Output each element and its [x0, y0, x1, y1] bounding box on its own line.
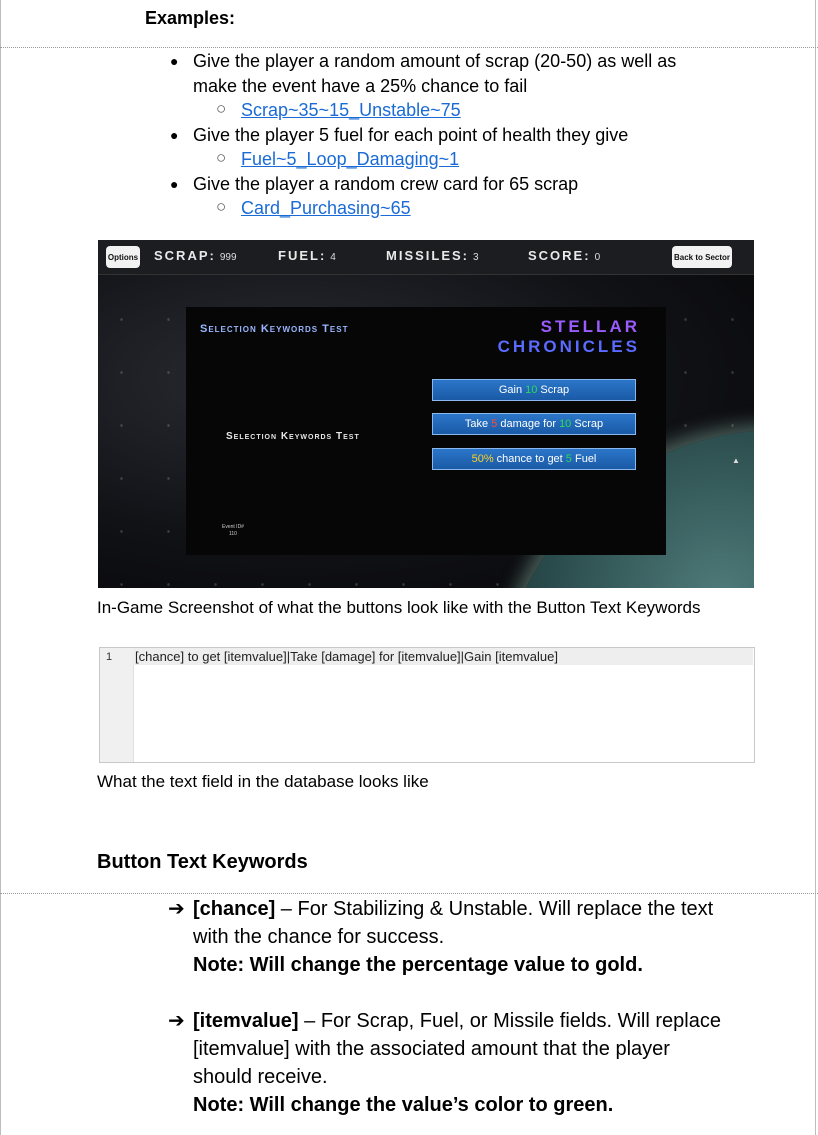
keyword-name: [chance]	[193, 898, 276, 920]
examples-list	[170, 49, 710, 221]
game-hud	[98, 240, 754, 275]
keyword-item-chance	[168, 895, 728, 979]
game-caption: In-Game Screenshot of what the buttons look like with the Button Text Keywords	[97, 598, 701, 617]
list-subitem	[170, 147, 710, 172]
database-text[interactable]: [chance] to get [itemvalue]|Take [damage] for [itemvalue]|Gain [itemvalue]	[135, 649, 558, 664]
bullet-icon: ●	[170, 126, 179, 143]
event-panel	[186, 307, 666, 555]
scrap-stat: SCRAP: 999	[154, 248, 237, 263]
mouse-cursor-icon: ▲	[732, 456, 740, 465]
section-heading: Button Text Keywords	[97, 851, 308, 873]
keyword-description: – For Scrap, Fuel, or Missile fields. Will replace [itemvalue] with the associated amount that the player should receive.	[193, 1010, 721, 1088]
examples-heading: Examples:	[145, 8, 236, 28]
keyword-name: [itemvalue]	[193, 1010, 299, 1032]
circle-bullet-icon: ○	[216, 197, 227, 216]
example-code-link[interactable]: Fuel~5_Loop_Damaging~1	[241, 149, 460, 169]
database-caption: What the text field in the database looks like	[97, 772, 429, 791]
missiles-stat: MISSILES: 3	[386, 248, 479, 263]
choice-take-damage-button[interactable]: Take 5 damage for 10 Scrap	[432, 413, 636, 435]
circle-bullet-icon: ○	[216, 99, 227, 118]
keyword-list	[168, 895, 728, 1119]
line-gutter	[100, 648, 134, 762]
circle-bullet-icon: ○	[216, 148, 227, 167]
keyword-description: – For Stabilizing & Unstable. Will replace the text with the chance for success.	[193, 898, 714, 948]
list-item	[170, 172, 710, 197]
list-item	[170, 49, 710, 98]
fuel-stat: FUEL: 4	[278, 248, 336, 263]
keyword-note: Note: Will change the percentage value to gold.	[193, 954, 643, 976]
bullet-icon: ●	[170, 53, 179, 69]
back-to-sector-button[interactable]: Back to Sector	[672, 246, 732, 268]
arrow-icon: ➔	[168, 1010, 185, 1032]
line-number: 1	[106, 651, 113, 663]
list-item	[170, 123, 710, 148]
choice-chance-fuel-button[interactable]: 50% chance to get 5 Fuel	[432, 448, 636, 470]
event-id: Event ID# 110	[222, 524, 244, 537]
keyword-item-itemvalue	[168, 1007, 728, 1119]
database-screenshot	[99, 647, 755, 763]
keyword-note: Note: Will change the value’s color to green.	[193, 1094, 614, 1116]
code-line	[133, 648, 753, 665]
example-code-link[interactable]: Scrap~35~15_Unstable~75	[241, 100, 461, 120]
options-button[interactable]: Options	[106, 246, 140, 268]
panel-title: Selection Keywords Test	[200, 323, 349, 335]
event-text: Selection Keywords Test	[226, 431, 360, 442]
bullet-icon: ●	[170, 175, 179, 192]
divider	[0, 893, 818, 894]
example-text: Give the player a random crew card for 65 scrap	[193, 173, 579, 194]
list-subitem	[170, 98, 710, 123]
spacer	[168, 979, 728, 1007]
example-code-link[interactable]: Card_Purchasing~65	[241, 198, 411, 218]
game-logo: STELLAR CHRONICLES	[497, 317, 640, 356]
arrow-icon: ➔	[168, 898, 185, 920]
score-stat: SCORE: 0	[528, 248, 601, 263]
game-screenshot	[98, 240, 754, 588]
example-text: Give the player a random amount of scrap (20-50) as well as make the event have a 25% chance to fail	[193, 51, 677, 96]
list-subitem	[170, 196, 710, 221]
example-text: Give the player 5 fuel for each point of health they give	[193, 124, 629, 145]
choice-gain-scrap-button[interactable]: Gain 10 Scrap	[432, 379, 636, 401]
divider	[0, 47, 818, 48]
